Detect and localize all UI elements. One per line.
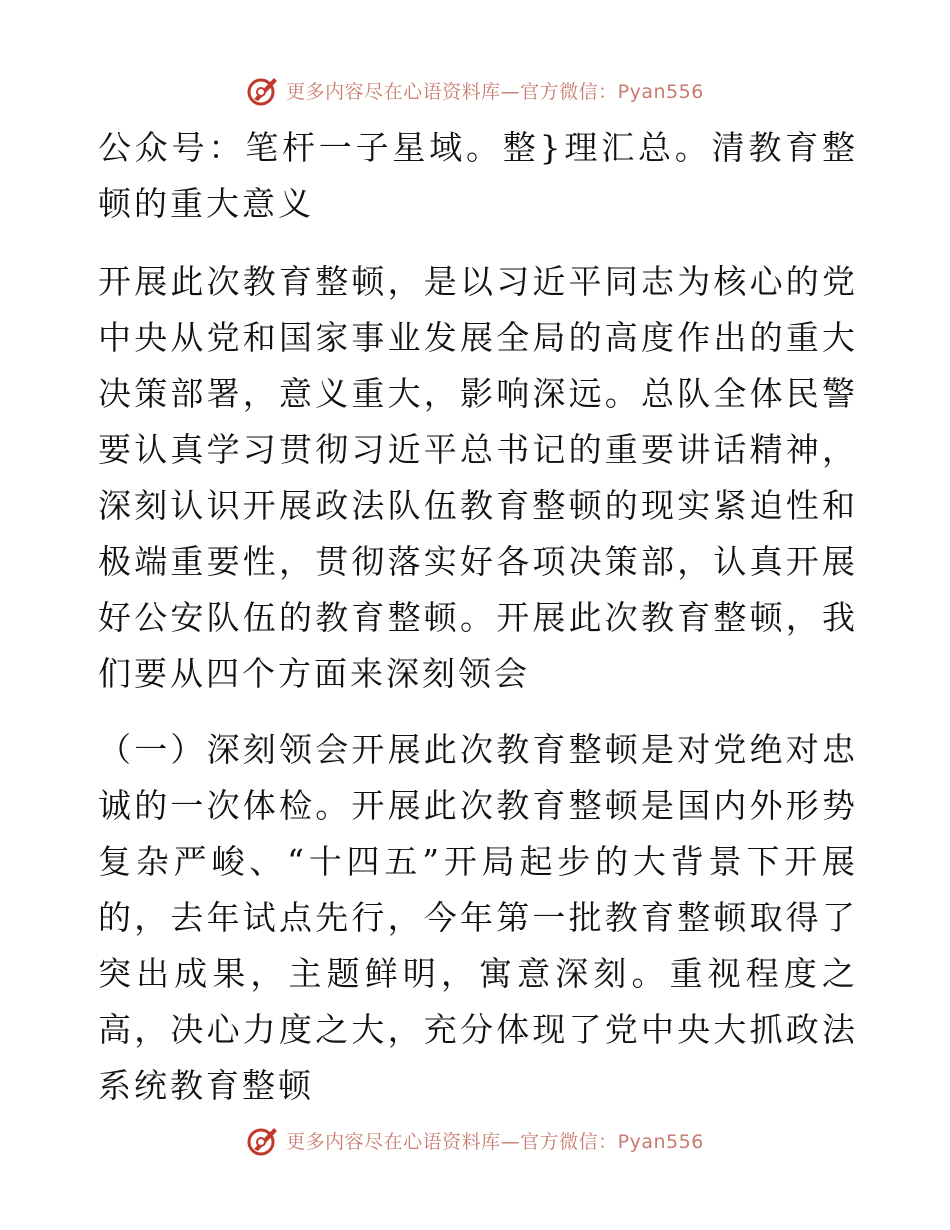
quill-logo-icon xyxy=(246,1123,280,1157)
paragraph-2: （一）深刻领会开展此次教育整顿是对党绝对忠诚的一次体检。开展此次教育整顿是国内外形势复杂严峻、“十四五”开局起步的大背景下开展的，去年试点先行，今年第一批教育整顿取得了突出成果，主题鲜明，寓意深刻。重视程度之高，决心力度之大，充分体现了党中央大抓政法系统教育整顿 xyxy=(98,730,858,1105)
watermark-banner-bottom xyxy=(0,1120,950,1160)
document-body xyxy=(98,120,858,1114)
quill-logo-icon xyxy=(246,73,280,107)
watermark-text: 更多内容尽在心语资料库—官方微信：Pyan556 xyxy=(286,1130,704,1153)
document-title: 公众号：笔杆一子星域。整}理汇总。清教育整顿的重大意义 xyxy=(98,128,858,223)
paragraph-1: 开展此次教育整顿，是以习近平同志为核心的党中央从党和国家事业发展全局的高度作出的重大决策部署，意义重大，影响深远。总队全体民警要认真学习贯彻习近平总书记的重要讲话精神，深刻认识开展政法队伍教育整顿的现实紧迫性和极端重要性，贯彻落实好各项决策部，认真开展好公安队伍的教育整顿。开展此次教育整顿，我们要从四个方面来深刻领会 xyxy=(98,262,858,693)
watermark-banner-top xyxy=(0,70,950,110)
watermark-text: 更多内容尽在心语资料库—官方微信：Pyan556 xyxy=(286,80,704,103)
